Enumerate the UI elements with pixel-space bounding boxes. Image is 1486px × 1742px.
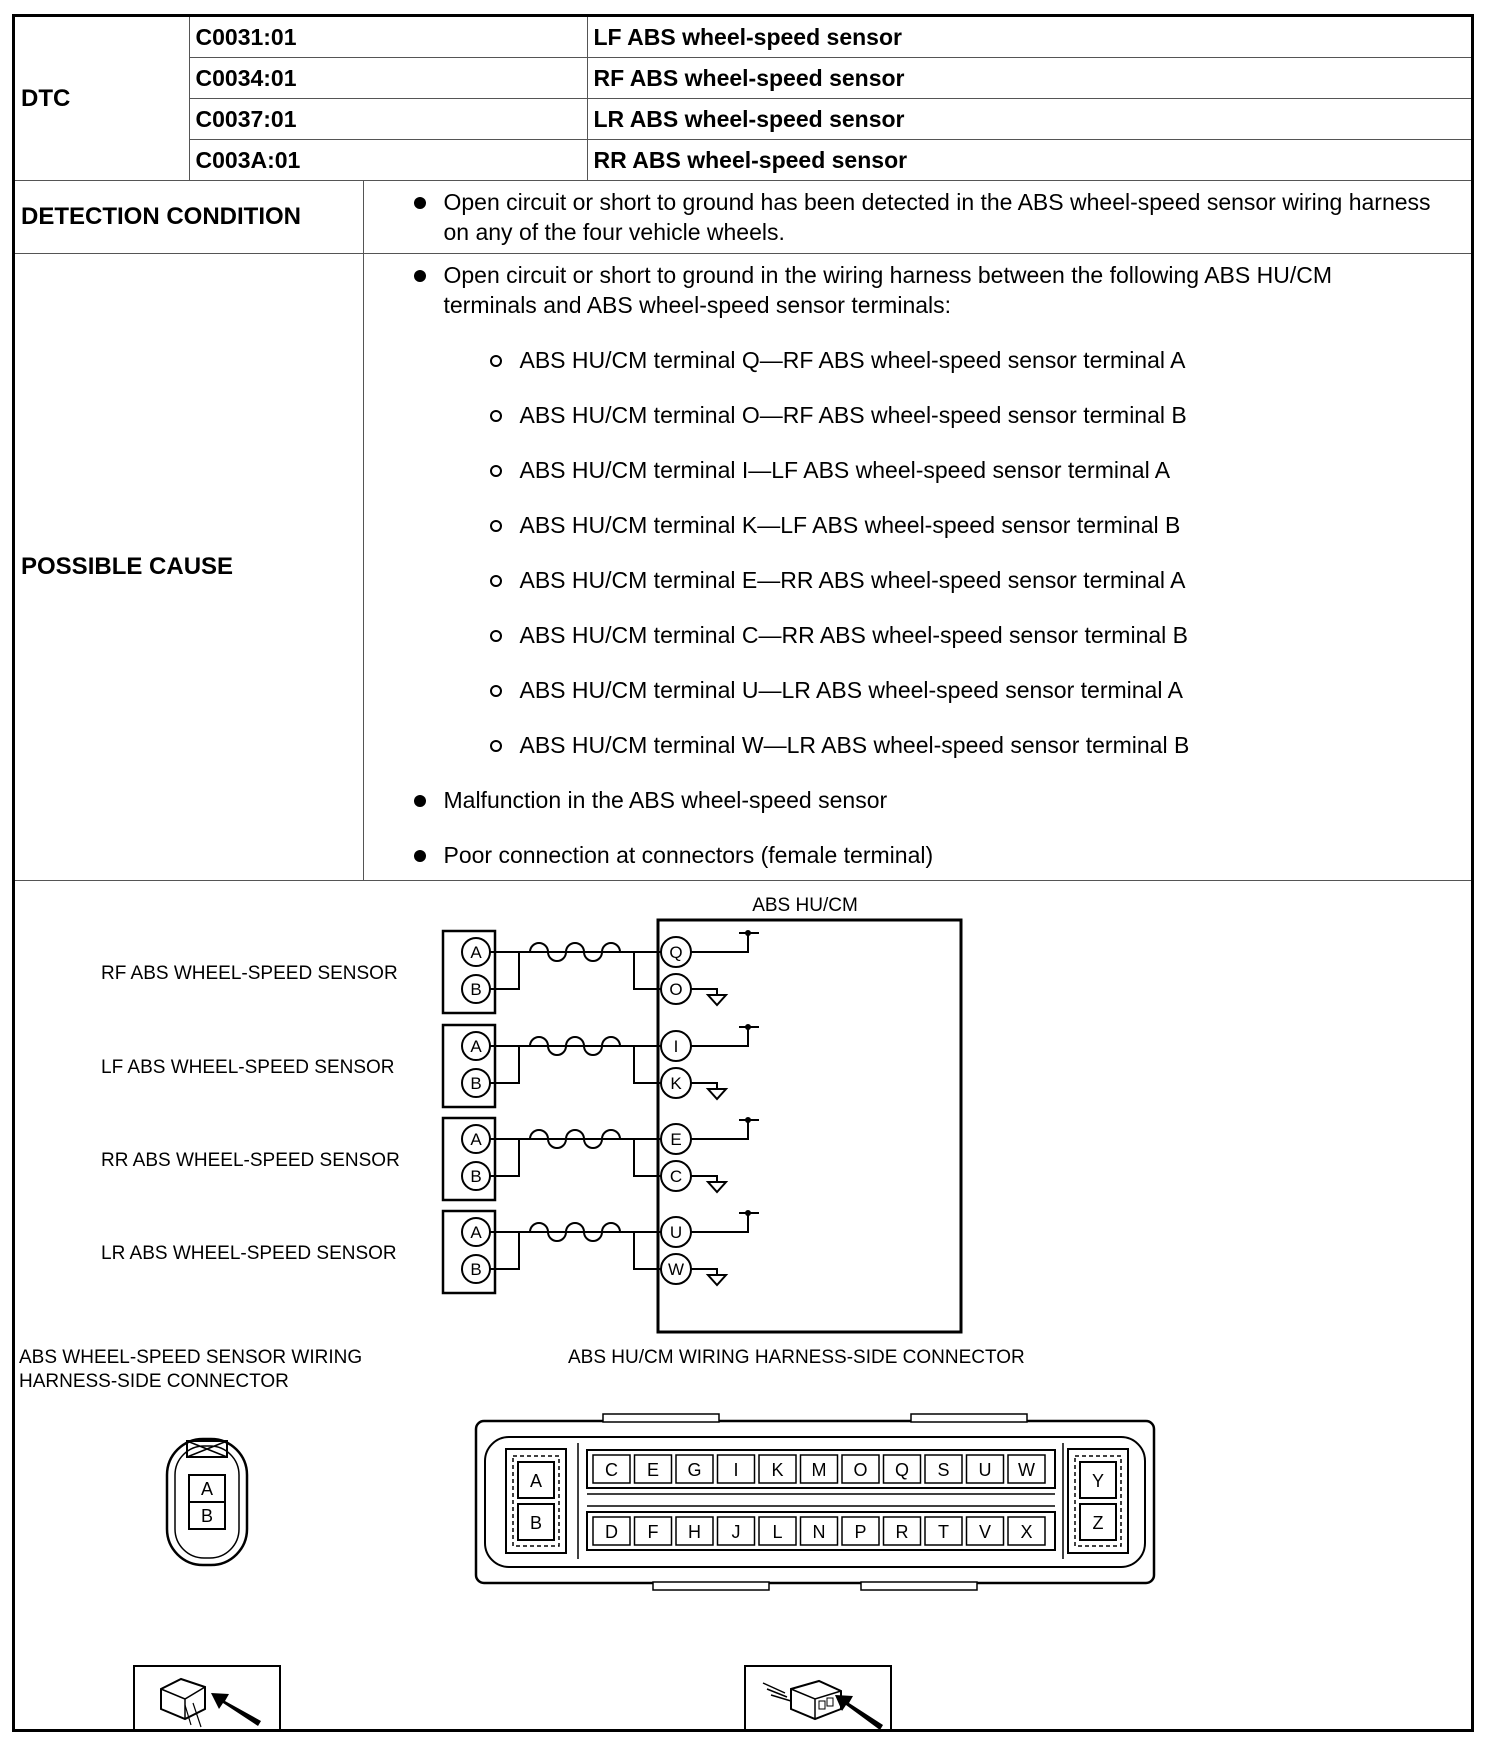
sensor-label: RR ABS WHEEL-SPEED SENSOR bbox=[101, 1150, 400, 1171]
wiring-diagram bbox=[15, 883, 1471, 1729]
module-connector-pin-b: B bbox=[529, 1513, 543, 1533]
sensor-connector-label: HARNESS-SIDE CONNECTOR bbox=[19, 1371, 289, 1392]
detection-condition-header: DETECTION CONDITION bbox=[15, 181, 363, 254]
connector-pin-label: G bbox=[687, 1460, 702, 1480]
sensor-connector-pin-a: A bbox=[200, 1479, 214, 1499]
module-terminal-a-label: U bbox=[669, 1223, 683, 1242]
sensor-pin-b-label: B bbox=[470, 1167, 482, 1186]
connector-pin-label: P bbox=[854, 1522, 867, 1542]
connector-pin-label: J bbox=[731, 1522, 741, 1542]
connector-pin-label: L bbox=[772, 1522, 783, 1542]
sensor-pin-a-label: A bbox=[470, 943, 482, 962]
dtc-description: LR ABS wheel-speed sensor bbox=[587, 99, 1471, 140]
power-node bbox=[745, 1210, 751, 1216]
module-terminal-b-label: O bbox=[669, 980, 683, 999]
module-terminal-a-label: E bbox=[670, 1130, 682, 1149]
connector-pin-label: N bbox=[812, 1522, 826, 1542]
possible-cause-intro: Open circuit or short to ground in the wiring harness between the following ABS HU/CM terminals and ABS wheel-speed sensor terminals: bbox=[443, 262, 1332, 318]
sensor-pin-b-label: B bbox=[470, 1260, 482, 1279]
connector-pin-label: W bbox=[1018, 1460, 1035, 1480]
module-terminal-a-label: Q bbox=[669, 943, 683, 962]
detection-condition-item: Open circuit or short to ground has been detected in the ABS wheel-speed sensor wiring harness on any of the four vehicle wheels. bbox=[414, 187, 1432, 247]
sensor-connector-label: ABS WHEEL-SPEED SENSOR WIRING bbox=[19, 1347, 363, 1368]
module-terminal-b-label: W bbox=[667, 1260, 685, 1279]
connector-pin-label: E bbox=[646, 1460, 660, 1480]
connector-pin-label: C bbox=[605, 1460, 618, 1480]
sensor-pin-a-label: A bbox=[470, 1130, 482, 1149]
module-connector-pin-z: Z bbox=[1092, 1513, 1104, 1533]
connector-pin-label: M bbox=[811, 1460, 827, 1480]
sensor-group-lr bbox=[101, 1210, 759, 1293]
terminal-pair-item: ABS HU/CM terminal I—LF ABS wheel-speed sensor terminal A bbox=[490, 455, 1432, 485]
ground-icon bbox=[691, 989, 726, 1005]
connector-pin-label: T bbox=[938, 1522, 949, 1542]
ground-icon bbox=[691, 1083, 726, 1099]
module-harness-connector bbox=[476, 1414, 1154, 1590]
sensor-label: RF ABS WHEEL-SPEED SENSOR bbox=[101, 963, 398, 984]
module-terminal-a-label: I bbox=[673, 1037, 679, 1056]
sensor-wire bbox=[490, 1046, 661, 1083]
sensor-label: LF ABS WHEEL-SPEED SENSOR bbox=[101, 1057, 395, 1078]
module-connector-view-icon bbox=[745, 1666, 891, 1729]
dtc-table bbox=[15, 17, 1471, 881]
dtc-description: LF ABS wheel-speed sensor bbox=[587, 17, 1471, 58]
sensor-wire bbox=[490, 952, 661, 989]
connector-pin-label: X bbox=[1020, 1522, 1033, 1542]
sensor-wire bbox=[490, 1232, 661, 1269]
sensor-groups bbox=[101, 930, 759, 1293]
sensor-group-rr bbox=[101, 1117, 759, 1200]
terminal-pair-item: ABS HU/CM terminal O—RF ABS wheel-speed sensor terminal B bbox=[490, 400, 1432, 430]
dtc-code: C0034:01 bbox=[189, 58, 587, 99]
module-terminal-b-label: K bbox=[670, 1074, 682, 1093]
sensor-group-lf bbox=[101, 1024, 759, 1107]
connector-pin-label: O bbox=[853, 1460, 868, 1480]
terminal-pair-item: ABS HU/CM terminal Q—RF ABS wheel-speed sensor terminal A bbox=[490, 345, 1432, 375]
ground-icon bbox=[691, 1269, 726, 1285]
dtc-code: C0037:01 bbox=[189, 99, 587, 140]
module-label: ABS HU/CM bbox=[752, 895, 858, 916]
module-terminal-b-label: C bbox=[669, 1167, 683, 1186]
sensor-connector-pin-b: B bbox=[200, 1506, 214, 1526]
connector-pin-label: K bbox=[771, 1460, 784, 1480]
possible-cause-item bbox=[414, 260, 1432, 760]
possible-cause-item: Malfunction in the ABS wheel-speed sensor bbox=[414, 785, 1432, 815]
possible-cause-item: Poor connection at connectors (female terminal) bbox=[414, 840, 1432, 870]
connector-pin-label: V bbox=[978, 1522, 992, 1542]
dtc-code: C003A:01 bbox=[189, 140, 587, 181]
power-node bbox=[745, 1024, 751, 1030]
connector-pin-label: I bbox=[733, 1460, 739, 1480]
possible-cause-header: POSSIBLE CAUSE bbox=[15, 254, 363, 881]
power-node bbox=[745, 1117, 751, 1123]
dtc-code: C0031:01 bbox=[189, 17, 587, 58]
power-node bbox=[745, 930, 751, 936]
sensor-pin-a-label: A bbox=[470, 1037, 482, 1056]
sensor-wire bbox=[490, 1139, 661, 1176]
terminal-pair-item: ABS HU/CM terminal K—LF ABS wheel-speed sensor terminal B bbox=[490, 510, 1432, 540]
dtc-description: RF ABS wheel-speed sensor bbox=[587, 58, 1471, 99]
terminal-pair-item: ABS HU/CM terminal E—RR ABS wheel-speed sensor terminal A bbox=[490, 565, 1432, 595]
sensor-harness-connector bbox=[167, 1439, 247, 1565]
sensor-group-rf bbox=[101, 930, 759, 1013]
sensor-pin-a-label: A bbox=[470, 1223, 482, 1242]
connector-pin-label: D bbox=[605, 1522, 618, 1542]
connector-pin-label: S bbox=[937, 1460, 950, 1480]
module-connector-pin-a: A bbox=[529, 1471, 543, 1491]
terminal-pair-item: ABS HU/CM terminal U—LR ABS wheel-speed sensor terminal A bbox=[490, 675, 1432, 705]
terminal-pair-item: ABS HU/CM terminal W—LR ABS wheel-speed sensor terminal B bbox=[490, 730, 1432, 760]
connector-pin-label: U bbox=[978, 1460, 992, 1480]
dtc-header: DTC bbox=[15, 17, 189, 181]
abs-hucm-module-box bbox=[658, 920, 961, 1332]
connector-pin-label: Q bbox=[894, 1460, 910, 1480]
connector-pin-label: F bbox=[647, 1522, 659, 1542]
module-connector-pin-rows bbox=[593, 1455, 1045, 1545]
module-connector-label: ABS HU/CM WIRING HARNESS-SIDE CONNECTOR bbox=[568, 1347, 1025, 1368]
module-connector-pin-y: Y bbox=[1091, 1471, 1105, 1491]
dtc-description: RR ABS wheel-speed sensor bbox=[587, 140, 1471, 181]
sensor-label: LR ABS WHEEL-SPEED SENSOR bbox=[101, 1243, 397, 1264]
connector-pin-label: H bbox=[688, 1522, 701, 1542]
ground-icon bbox=[691, 1176, 726, 1192]
service-manual-sheet bbox=[12, 14, 1474, 1732]
connector-pin-label: R bbox=[895, 1522, 909, 1542]
sensor-connector-view-icon bbox=[134, 1666, 280, 1729]
sensor-pin-b-label: B bbox=[470, 1074, 482, 1093]
terminal-pair-item: ABS HU/CM terminal C—RR ABS wheel-speed sensor terminal B bbox=[490, 620, 1432, 650]
sensor-pin-b-label: B bbox=[470, 980, 482, 999]
